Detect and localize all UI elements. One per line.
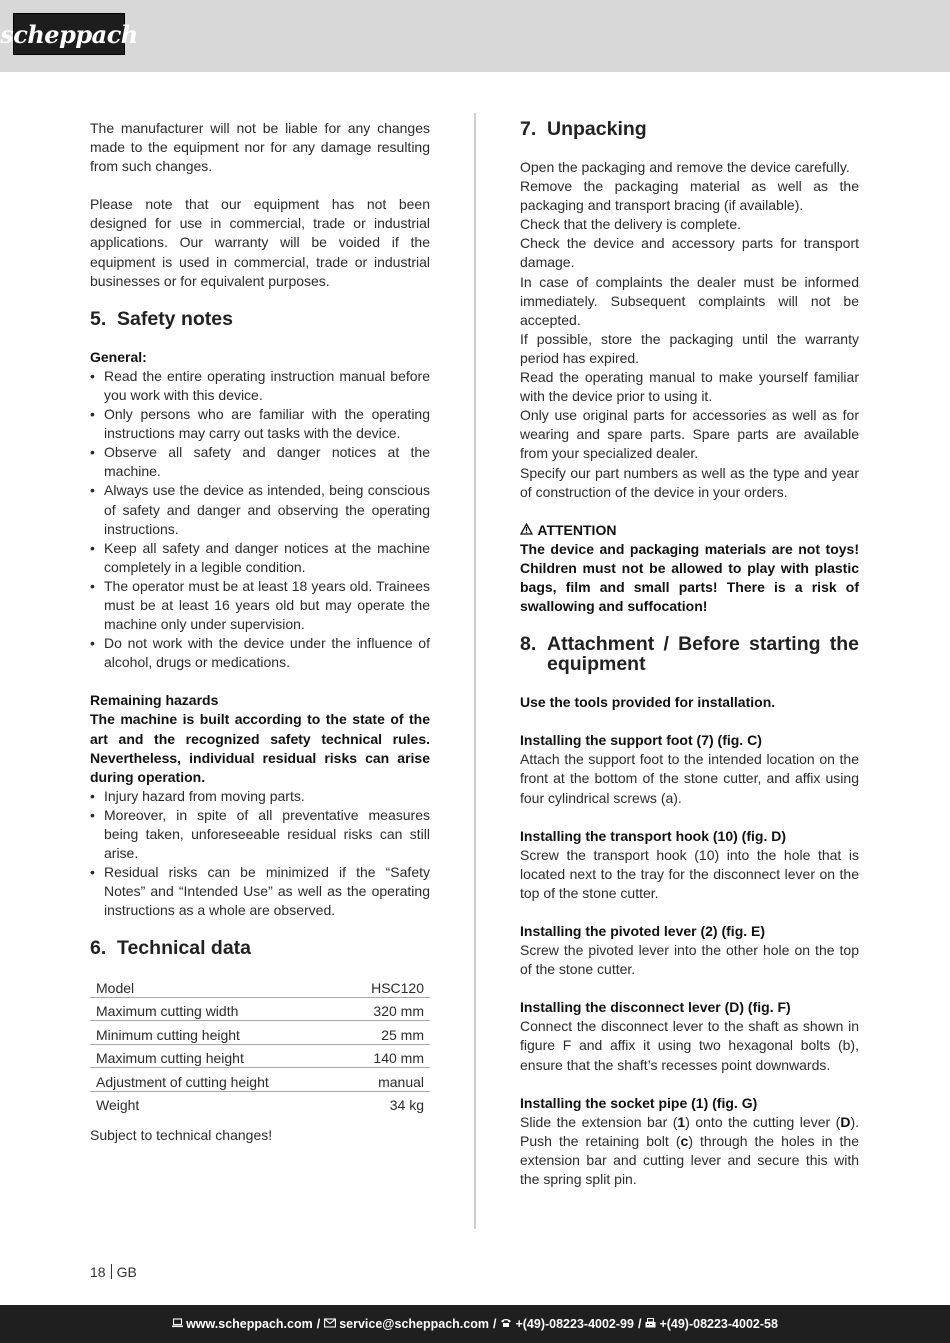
column-divider	[474, 113, 476, 1229]
step-text: Slide the extension bar (1) onto the cutting lever (D). Push the retaining bolt (c) through the holes in the extension bar and cutting lever and secure this with the spring split pin.	[520, 1113, 859, 1188]
phone-number: +(49)-08223-4002-99	[515, 1317, 634, 1331]
step-text: Screw the transport hook (10) into the hole that is located next to the tray for the disconnect lever on the top of the stone cutter.	[520, 846, 859, 901]
email-link[interactable]: service@scheppach.com	[339, 1317, 489, 1331]
step-text: Attach the support foot to the intended location on the front at the bottom of the stone cutter, and affix using four cylindrical screws (a).	[520, 751, 859, 806]
table-row: Minimum cutting height 25 mm	[90, 1021, 430, 1045]
technical-data-table	[90, 974, 430, 1114]
warranty-paragraph: Please note that our equipment has not been designed for use in commercial, trade or industrial applications. Our warranty will be voided if the equipment is used in commercial, trade or industrial businesses or for equivalent purposes.	[90, 196, 430, 289]
list-item: • Do not work with the device under the influence of alcohol, drugs or medications.	[90, 634, 430, 672]
safety-notes-heading: 5. Safety notes	[90, 307, 233, 330]
unpacking-line: Remove the packaging material as well as the packaging and transport bracing (if available).	[520, 178, 859, 214]
page-header	[0, 0, 950, 72]
unpacking-line: Open the packaging and remove the device carefully.	[520, 159, 850, 175]
table-row: Adjustment of cutting height manual	[90, 1068, 430, 1092]
step-heading: Installing the disconnect lever (D) (fig. F)	[520, 999, 791, 1016]
fax-icon	[645, 1317, 656, 1331]
step-heading: Installing the support foot (7) (fig. C)	[520, 732, 762, 749]
unpacking-line: Check that the delivery is complete.	[520, 216, 741, 233]
step-heading: Installing the pivoted lever (2) (fig. E)	[520, 923, 766, 939]
contact-footer: www.scheppach.com / service@scheppach.com / +(49)-08223-4002-99 / +(49)-08223-4002-58	[0, 1305, 950, 1343]
table-row: Weight 34 kg	[96, 1097, 424, 1114]
list-item: • Observe all safety and danger notices at the machine.	[90, 443, 430, 481]
phone-icon	[500, 1317, 512, 1331]
warning-triangle-icon	[520, 521, 534, 540]
list-item: • The operator must be at least 18 years old. Trainees must be at least 16 years old but may operate the machine only under supervision.	[90, 577, 430, 634]
list-item: • Moreover, in spite of all preventative measures being taken, unforeseeable residual risks can still arise.	[90, 806, 430, 863]
unpacking-line: Specify our part numbers as well as the type and year of construction of the device in your orders.	[520, 464, 859, 500]
liability-paragraph: The manufacturer will not be liable for any changes made to the equipment nor for any damage resulting from such changes.	[90, 120, 430, 175]
general-label: General:	[90, 348, 147, 365]
list-item: • Keep all safety and danger notices at the machine completely in a legible condition.	[90, 539, 430, 577]
page-number: 18 GB	[90, 1264, 137, 1280]
attention-text: The device and packaging materials are not toys! Children must not be allowed to play with plastic bags, film and small parts! There is a risk of swallowing and suffocation!	[520, 540, 859, 615]
table-row: Maximum cutting height 140 mm	[90, 1044, 430, 1068]
table-row: Model HSC120	[90, 974, 430, 997]
email-icon	[324, 1317, 336, 1331]
list-item: • Always use the device as intended, being conscious of safety and danger and observing the operating instructions.	[90, 481, 430, 538]
unpacking-heading: 7. Unpacking	[520, 118, 647, 140]
fax-number: +(49)-08223-4002-58	[659, 1317, 778, 1331]
list-item: • Only persons who are familiar with the operating instructions may carry out tasks with the device.	[90, 405, 430, 443]
list-item: • Injury hazard from moving parts.	[90, 787, 430, 806]
attention-label: ATTENTION	[537, 521, 617, 538]
step-text: Screw the pivoted lever into the other hole on the top of the stone cutter.	[520, 942, 859, 978]
computer-icon	[172, 1317, 183, 1331]
right-column	[520, 119, 859, 1189]
tools-note: Use the tools provided for installation.	[520, 694, 776, 711]
remaining-hazards-intro: The machine is built according to the state of the art and the recognized safety technical rules. Nevertheless, individual residual risks can arise during operation.	[90, 711, 430, 785]
attachment-heading: 8. Attachment / Before starting the equipment	[520, 633, 859, 676]
list-item: • Residual risks can be minimized if the “Safety Notes” and “Intended Use” as well as the operating instructions as a whole are observed.	[90, 863, 430, 920]
remaining-hazards-list	[90, 787, 430, 921]
attention-label-row	[520, 521, 859, 540]
step-heading: Installing the transport hook (10) (fig. D)	[520, 827, 786, 844]
scheppach-logo: scheppach	[13, 13, 125, 55]
step-heading: Installing the socket pipe (1) (fig. G)	[520, 1094, 758, 1111]
general-safety-list	[90, 367, 430, 673]
unpacking-line: If possible, store the packaging until the warranty period has expired.	[520, 330, 859, 366]
technical-data-heading: 6. Technical data	[90, 937, 252, 960]
table-row: Maximum cutting width 320 mm	[90, 997, 430, 1021]
unpacking-line: Only use original parts for accessories as well as for wearing and spare parts. Spare parts are available from your specialized dealer.	[520, 407, 859, 462]
left-column	[90, 119, 430, 1146]
list-item: • Read the entire operating instruction manual before you work with this device.	[90, 367, 430, 405]
unpacking-line: In case of complaints the dealer must be informed immediately. Subsequent complaints will not be accepted.	[520, 273, 859, 328]
technical-changes-note: Subject to technical changes!	[90, 1127, 273, 1144]
website-link[interactable]: www.scheppach.com	[186, 1317, 313, 1331]
unpacking-line: Check the device and accessory parts for transport damage.	[520, 235, 859, 271]
unpacking-line: Read the operating manual to make yourself familiar with the device prior to using it.	[520, 369, 859, 405]
remaining-hazards-label: Remaining hazards	[90, 692, 219, 709]
step-text: Connect the disconnect lever to the shaft as shown in figure F and affix it using two hexagonal bolts (b), ensure that the shaft’s recesses point downwards.	[520, 1018, 859, 1073]
